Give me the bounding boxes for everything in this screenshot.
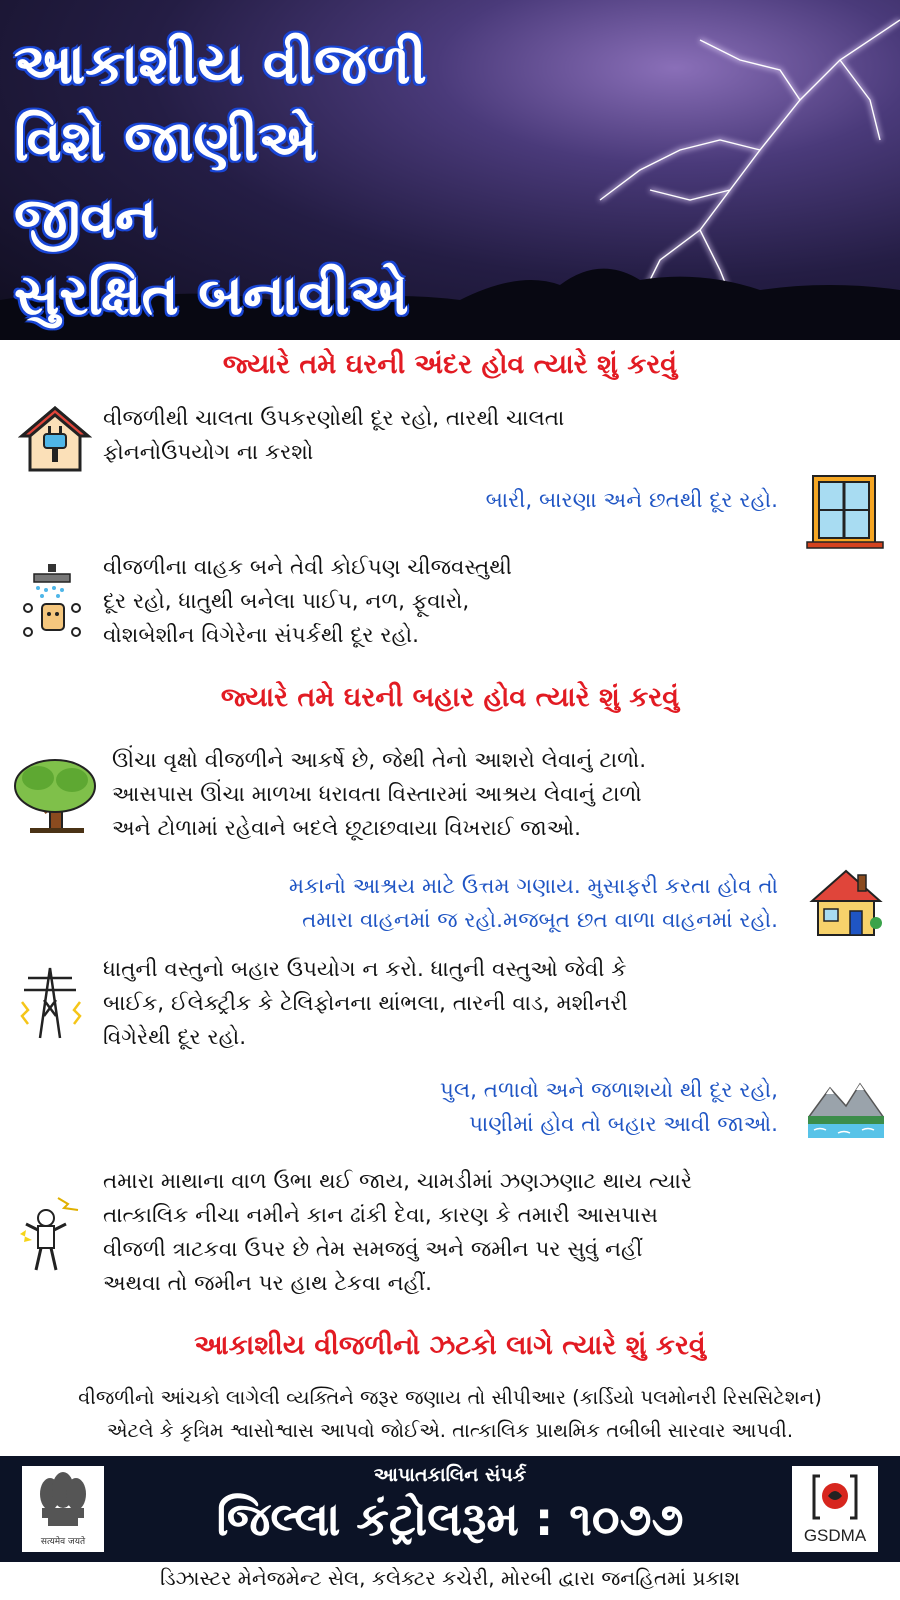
control-room-number: જિલ્લા કંટ્રોલરૂમ : ૧૦૭૭ — [216, 1492, 684, 1546]
first-aid-line: એટલે કે કૃત્રિમ શ્વાસોશ્વાસ આપવો જોઈએ. તાત્કાલિક પ્રાથમિક તબીબી સારવાર આપવી. — [106, 1419, 794, 1442]
tip-line: અને ટોળામાં રહેવાને બદલે છૂટાછવાયા વિખરાઈ જાઓ. — [112, 816, 581, 841]
tip-line: ફોનનોઉપયોગ ના કરશો — [103, 440, 314, 465]
hero-banner — [0, 0, 900, 340]
tip-line: વિગેરેથી દૂર રહો. — [103, 1025, 247, 1050]
window-icon — [805, 470, 885, 552]
hero-title-line: સુરક્ષિત બનાવીએ — [14, 263, 409, 328]
tip-line: ઊંચા વૃક્ષો વીજળીને આકર્ષે છે, જેથી તેનો આશરો લેવાનું ટાળો. — [112, 748, 647, 773]
indoor-tip-windows — [486, 484, 778, 518]
tree-icon — [10, 754, 100, 834]
first-aid-line: વીજળીનો આંચકો લાગેલી વ્યક્તિને જરૂર જણાય તો સીપીઆર (કાર્ડિયો પલમોનરી રિસસિટેશન) — [78, 1386, 822, 1409]
tip-line: વીજળીથી ચાલતા ઉપકરણોથી દૂર રહો, તારથી ચાલતા — [103, 406, 565, 431]
tip-line: બારી, બારણા અને છતથી દૂર રહો. — [485, 488, 778, 513]
tip-line: વીજળી ત્રાટકવા ઉપર છે તેમ સમજવું અને જમીન પર સુવું નહીં — [103, 1237, 643, 1262]
tip-line: પાણીમાં હોવ તો બહાર આવી જાઓ. — [468, 1112, 778, 1137]
tip-line: દૂર રહો, ધાતુથી બનેલા પાઈપ, નળ, ફૂવારો, — [103, 589, 470, 614]
tip-line: અથવા તો જમીન પર હાથ ટેકવા નહીં. — [103, 1271, 432, 1296]
gsdma-logo — [792, 1466, 878, 1552]
outdoor-tip-water — [440, 1074, 778, 1142]
indoor-heading: જ્યારે તમે ઘરની અંદર હોવ ત્યારે શું કરવું — [222, 349, 678, 380]
power-tower-icon — [16, 962, 88, 1042]
gsdma-logo-text: GSDMA — [803, 1526, 867, 1545]
publisher-credit: ડિઝાસ્ટર મેનેજમેન્ટ સેલ, કલેક્ટર કચેરી, મોરબી દ્વારા જનહિતમાં પ્રકાશ — [160, 1566, 740, 1590]
outdoor-tip-warning-signs — [103, 1165, 692, 1301]
tip-line: બાઈક, ઈલેક્ટ્રીક કે ટેલિફોનના થાંભલા, તારની વાડ, મશીનરી — [103, 991, 628, 1016]
hero-title-line: જીવન — [14, 186, 158, 251]
indoor-tip-appliances — [103, 402, 564, 470]
shower-icon — [20, 562, 84, 644]
home-icon — [808, 867, 884, 939]
hero-title — [14, 26, 427, 334]
svg-text:सत्यमेव जयते: सत्यमेव जयते — [40, 1537, 86, 1547]
outdoor-heading: જ્યારે તમે ઘરની બહાર હોવ ત્યારે શું કરવું — [220, 682, 680, 713]
indoor-tip-conductors — [103, 551, 512, 653]
outdoor-tip-shelter — [289, 870, 778, 938]
electrocuted-person-icon — [18, 1196, 84, 1276]
hero-title-line: આકાશીય વીજળી — [14, 32, 427, 97]
emergency-contact-footer — [0, 1456, 900, 1562]
tip-line: મકાનો આશ્રય માટે ઉત્તમ ગણાય. મુસાફરી કરતા હોવ તો — [288, 874, 778, 899]
gsdma-mark-icon — [792, 1466, 878, 1526]
house-plug-icon — [18, 404, 92, 474]
tip-line: વોશબેશીન વિગેરેના સંપર્કથી દૂર રહો. — [103, 623, 419, 648]
tip-line: તમારા માથાના વાળ ઉભા થઈ જાય, ચામડીમાં ઝણઝણાટ થાય ત્યારે — [103, 1169, 693, 1194]
first-aid-heading: આકાશીય વીજળીનો ઝટકો લાગે ત્યારે શું કરવું — [194, 1330, 706, 1361]
tip-line: આસપાસ ઊંચા માળખા ધરાવતા વિસ્તારમાં આશ્રય લેવાનું ટાળો — [112, 782, 642, 807]
tip-line: તાત્કાલિક નીચા નમીને કાન ઢાંકી દેવા, કારણ કે તમારી આસપાસ — [103, 1203, 658, 1228]
tip-line: ધાતુની વસ્તુનો બહાર ઉપયોગ ન કરો. ધાતુની વસ્તુઓ જેવી કે — [103, 957, 627, 982]
emergency-contact-label: આપાતકાલિન સંપર્ક — [373, 1464, 527, 1486]
tip-line: વીજળીના વાહક બને તેવી કોઈપણ ચીજવસ્તુથી — [103, 555, 512, 580]
lake-mountain-icon — [808, 1078, 884, 1140]
outdoor-tip-trees — [112, 744, 646, 846]
hero-title-line: વિશે જાણીએ — [14, 109, 318, 174]
first-aid-text — [0, 1381, 900, 1447]
outdoor-tip-metal — [103, 953, 628, 1055]
tip-line: તમારા વાહનમાં જ રહો.મજબૂત છત વાળા વાહનમાં રહો. — [302, 908, 778, 933]
tip-line: પુલ, તળાવો અને જળાશયો થી દૂર રહો, — [439, 1078, 778, 1103]
